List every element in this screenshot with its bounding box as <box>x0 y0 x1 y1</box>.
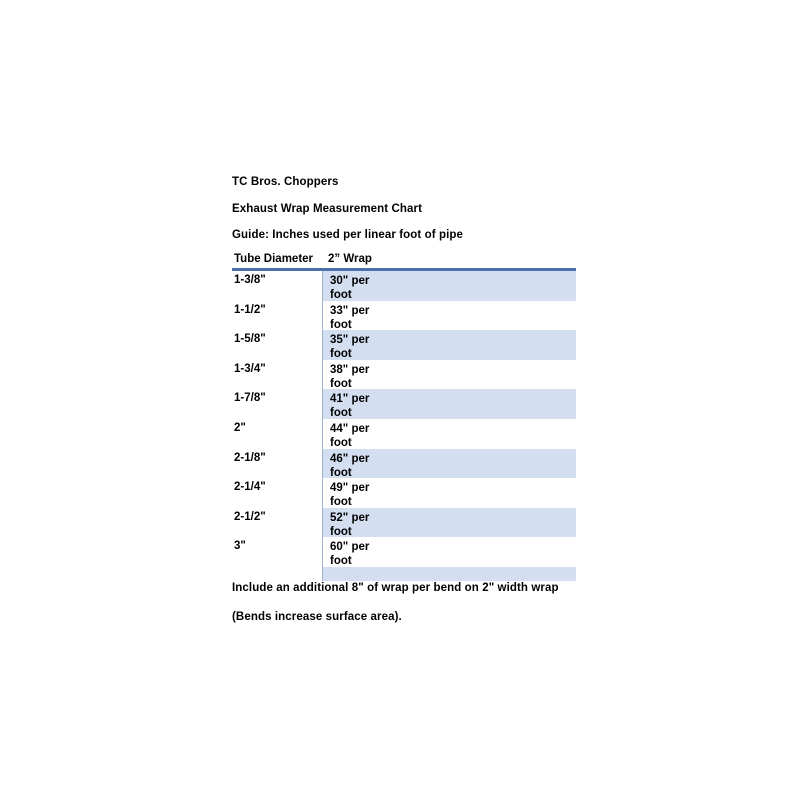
cell-diameter: 1-1/2" <box>234 303 266 316</box>
cell-diameter: 1-7/8" <box>234 392 266 405</box>
cell-wrap: 49" per foot <box>330 482 370 509</box>
company-name: TC Bros. Choppers <box>232 176 339 188</box>
table-row <box>232 271 576 301</box>
header-wrap: 2” Wrap <box>328 253 372 265</box>
cell-wrap: 30" per foot <box>330 275 370 301</box>
table-row <box>232 508 576 538</box>
cell-diameter: 2-1/4" <box>234 481 266 494</box>
cell-wrap: 44" per foot <box>330 422 370 449</box>
cell-diameter: 3" <box>234 540 246 553</box>
table-row <box>232 449 576 479</box>
wrap-table <box>232 251 576 581</box>
cell-diameter: 2-1/8" <box>234 451 266 464</box>
cell-wrap: 38" per foot <box>330 363 370 390</box>
table-row <box>232 478 576 508</box>
cell-wrap: 60" per foot <box>330 541 370 568</box>
chart-title: Exhaust Wrap Measurement Chart <box>232 203 423 215</box>
table-row <box>232 330 576 360</box>
cell-wrap: 52" per foot <box>330 511 370 538</box>
table-row <box>232 389 576 419</box>
table-row-empty <box>232 567 576 581</box>
header-tube-diameter: Tube Diameter <box>234 253 314 265</box>
cell-wrap: 33" per foot <box>330 304 370 331</box>
cell-diameter: 2" <box>234 421 246 434</box>
cell-diameter: 1-3/8" <box>234 274 266 286</box>
cell-wrap: 41" per foot <box>330 393 370 420</box>
cell-wrap: 46" per foot <box>330 452 370 479</box>
table-row <box>232 360 576 390</box>
table-header <box>232 251 576 271</box>
bend-note-detail: (Bends increase surface area). <box>232 611 402 623</box>
cell-diameter: 2-1/2" <box>234 510 266 523</box>
bend-note: Include an additional 8" of wrap per bend on 2" width wrap <box>232 582 559 594</box>
table-row <box>232 301 576 331</box>
table-row <box>232 419 576 449</box>
table-row <box>232 537 576 567</box>
cell-diameter: 1-5/8" <box>234 333 266 346</box>
cell-wrap: 35" per foot <box>330 334 370 361</box>
guide-text: Guide: Inches used per linear foot of pipe <box>232 229 464 241</box>
cell-diameter: 1-3/4" <box>234 362 266 375</box>
